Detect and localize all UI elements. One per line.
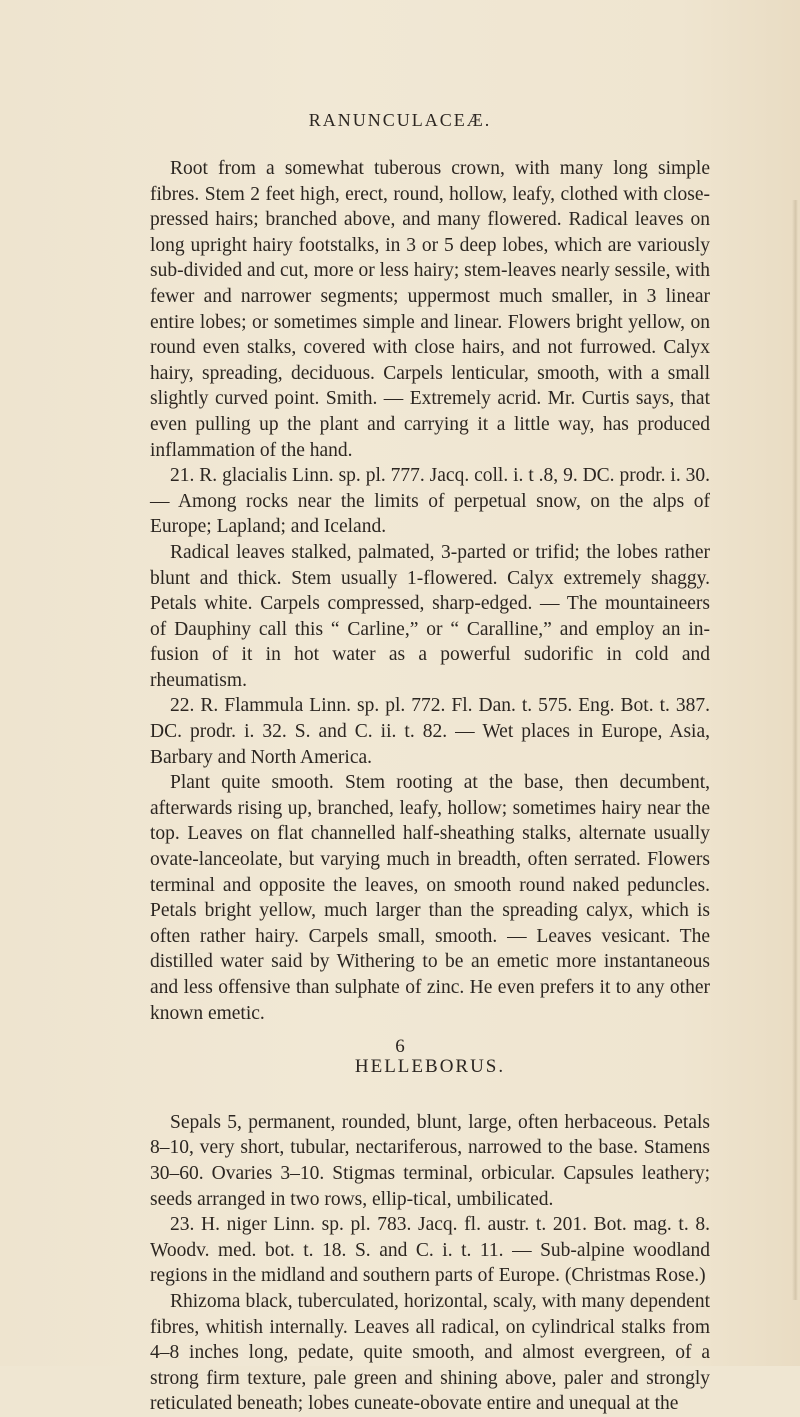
paragraph-root-description: Root from a somewhat tuberous crown, with many long simple fibres. Stem 2 feet high, erect, round, hollow, leafy, clothed with close-pressed hairs; branched above, and many flowered. Radical leaves on long upright hairy footstalks, in 3 or 5 deep lobes, which are variously sub-divided and cut, more or less hairy; stem-leaves nearly sessile, with fewer and narrower segments; uppermost much smaller, in 3 linear entire lobes; or sometimes simple and linear. Flowers bright yellow, on round even stalks, covered with close hairs, and not furrowed. Calyx hairy, spreading, deciduous. Carpels lenticular, smooth, with a small slightly curved point. Smith. — Extremely acrid. Mr. Curtis says, that even pulling up the plant and carrying it a little way, has produced inflammation of the hand.: [150, 158, 710, 461]
paragraph-species-21: 21. R. glacialis Linn. sp. pl. 777. Jacq. coll. i. t .8, 9. DC. prodr. i. 30. — Among rocks near the limits of perpetual snow, on the alps of Europe; Lapland; and Iceland.: [150, 465, 710, 538]
genus-heading: HELLEBORUS.: [354, 1056, 506, 1078]
page-number: 6: [395, 1036, 405, 1057]
page-edge-shadow: [792, 200, 798, 1300]
paragraph-genus-description: Sepals 5, permanent, rounded, blunt, large, often herbaceous. Petals 8–10, very short, tubular, nectariferous, narrowed to the base. Stamens 30–60. Ovaries 3–10. Stigmas terminal, orbicular. Capsules leathery; seeds arranged in two rows, ellip-tical, umbilicated.: [150, 1111, 710, 1210]
paragraph-species-23: 23. H. niger Linn. sp. pl. 783. Jacq. fl. austr. t. 201. Bot. mag. t. 8. Woodv. med. bot. t. 18. S. and C. i. t. 11. — Sub-alpine woodland regions in the midland and southern parts of Europe. (Christmas Rose.): [150, 1214, 710, 1287]
page-body: [150, 156, 710, 1417]
paragraph-species-22: 22. R. Flammula Linn. sp. pl. 772. Fl. Dan. t. 575. Eng. Bot. t. 387. DC. prodr. i. 32. S. and C. ii. t. 82. — Wet places in Europe, Asia, Barbary and North America.: [150, 695, 710, 768]
paragraph-species-21-description: Radical leaves stalked, palmated, 3-parted or trifid; the lobes rather blunt and thick. Stem usually 1-flowered. Calyx extremely shaggy. Petals white. Carpels compressed, sharp-edged. — The mountaineers of Dauphiny call this “ Carline,” or “ Caralline,” and employ an in-fusion of it in hot water as a powerful sudorific in cold and rheumatism.: [150, 541, 710, 691]
running-header: RANUNCULACEÆ.: [308, 110, 492, 130]
paragraph-species-22-description: Plant quite smooth. Stem rooting at the base, then decumbent, afterwards rising up, branched, leafy, hollow; sometimes hairy near the top. Leaves on flat channelled half-sheathing stalks, alternate usually ovate-lanceolate, but varying much in breadth, often serrated. Flowers terminal and opposite the leaves, on smooth round naked peduncles. Petals bright yellow, much larger than the spreading calyx, which is often rather hairy. Carpels small, smooth. — Leaves vesicant. The distilled water said by Withering to be an emetic more instantaneous and less offensive than sulphate of zinc. He even prefers it to any other known emetic.: [150, 772, 710, 1024]
paragraph-species-23-description: Rhizoma black, tuberculated, horizontal, scaly, with many dependent fibres, whitish internally. Leaves all radical, on cylindrical stalks from 4–8 inches long, pedate, quite smooth, and almost evergreen, of a strong firm texture, pale green and shining above, paler and strongly reticulated beneath; lobes cuneate-obovate entire and unequal at the: [150, 1290, 710, 1415]
